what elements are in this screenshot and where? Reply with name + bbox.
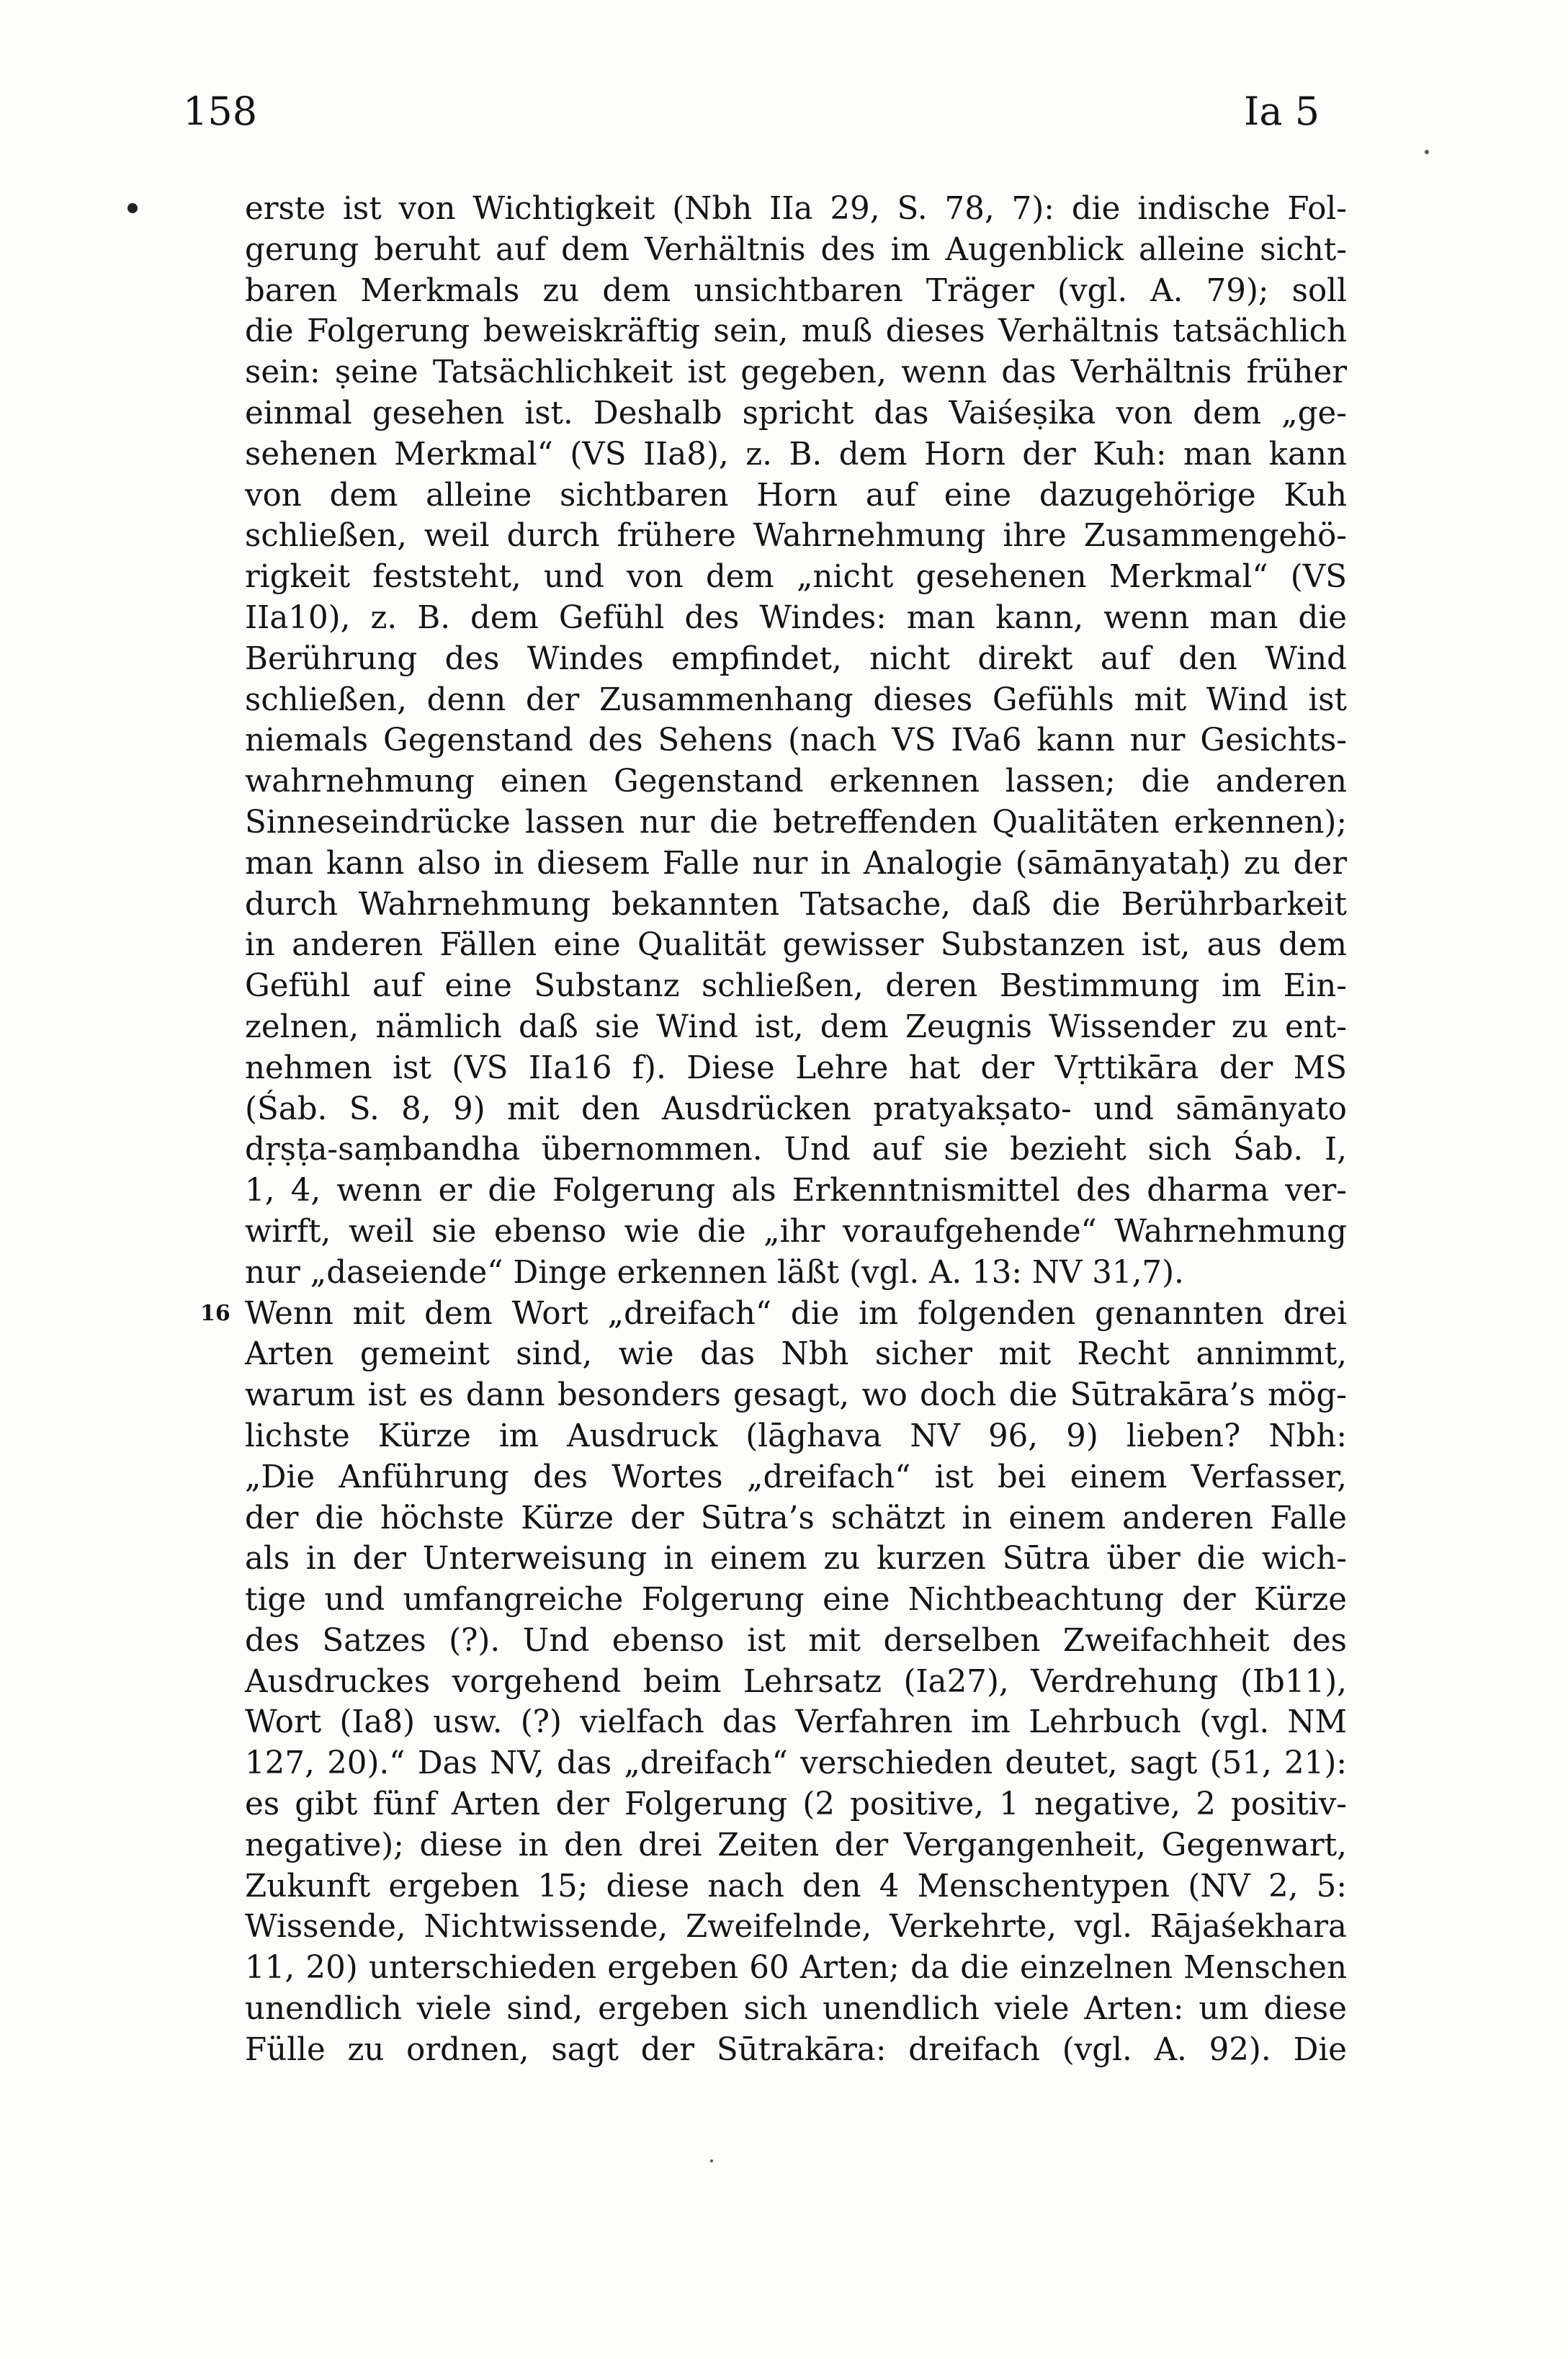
text-line: einmal gesehen ist. Deshalb spricht das Vaiśeṣika von dem „ge- (245, 395, 1347, 431)
text-line: Sinneseindrücke lassen nur die betreffenden Qualitäten erkennen); (245, 804, 1347, 841)
text-line: Ausdruckes vorgehend beim Lehrsatz (Ia27), Verdrehung (Ib11), (245, 1663, 1347, 1700)
text-line: dṛṣṭa-saṃbandha übernommen. Und auf sie bezieht sich Śab. I, (245, 1132, 1347, 1168)
text-line: 1, 4, wenn er die Folgerung als Erkenntnismittel des dharma ver- (245, 1173, 1347, 1209)
text-line: Fülle zu ordnen, sagt der Sūtrakāra: dreifach (vgl. A. 92). Die (245, 2031, 1347, 2068)
text-line: niemals Gegenstand des Sehens (nach VS IVa6 kann nur Gesichts- (245, 722, 1347, 759)
margin-line-number: 16 (200, 1300, 230, 1326)
text-line (245, 2071, 1347, 2112)
text-line: wirft, weil sie ebenso wie die „ihr voraufgehende“ Wahrnehmung (245, 1213, 1347, 1250)
scan-speck (1425, 150, 1429, 154)
text-line: 127, 20).“ Das NV, das „dreifach“ verschieden deutet, sagt (51, 21): (245, 1745, 1347, 1782)
text-line: erste ist von Wichtigkeit (Nbh IIa 29, S. 78, 7): die indische Fol- (245, 191, 1347, 227)
text-line: unendlich viele sind, ergeben sich unendlich viele Arten: um diese (245, 1991, 1347, 2028)
text-line: rigkeit feststeht, und von dem „nicht gesehenen Merkmal“ (VS (245, 559, 1347, 596)
text-line: Zukunft ergeben 15; diese nach den 4 Menschentypen (NV 2, 5: (245, 1868, 1347, 1904)
text-line: als in der Unterweisung in einem zu kurzen Sūtra über die wich- (245, 1541, 1347, 1577)
text-line: des Satzes (?). Und ebenso ist mit derselben Zweifachheit des (245, 1622, 1347, 1659)
text-line: negative); diese in den drei Zeiten der Vergangenheit, Gegenwart, (245, 1827, 1347, 1863)
text-line: zelnen, nämlich daß sie Wind ist, dem Zeugnis Wissender zu ent- (245, 1008, 1347, 1045)
text-line: baren Merkmals zu dem unsichtbaren Träger (vgl. A. 79); soll (245, 272, 1347, 309)
text-line: schließen, weil durch frühere Wahrnehmung ihre Zusammengehö- (245, 518, 1347, 555)
text-line: Gefühl auf eine Substanz schließen, deren Bestimmung im Ein- (245, 968, 1347, 1005)
page-number: 158 (183, 89, 258, 134)
margin-bullet (127, 203, 138, 213)
text-line-content: Wenn mit dem Wort „dreifach“ die im folgenden genannten drei (245, 1295, 1347, 1332)
text-line: es gibt fünf Arten der Folgerung (2 positive, 1 negative, 2 positiv- (245, 1786, 1347, 1823)
text-line: nehmen ist (VS IIa16 f). Diese Lehre hat der Vṛttikāra der MS (245, 1049, 1347, 1086)
text-line: durch Wahrnehmung bekannten Tatsache, daß die Berührbarkeit (245, 886, 1347, 923)
text-line: Wort (Ia8) usw. (?) vielfach das Verfahren im Lehrbuch (vgl. NM (245, 1704, 1347, 1741)
text-line: IIa10), z. B. dem Gefühl des Windes: man kann, wenn man die (245, 599, 1347, 636)
text-line: die Folgerung beweiskräftig sein, muß dieses Verhältnis tatsächlich (245, 313, 1347, 350)
text-line: nur „daseiende“ Dinge erkennen läßt (vgl. A. 13: NV 31,7). (245, 1254, 1184, 1291)
text-line: lichste Kürze im Ausdruck (lāghava NV 96, 9) lieben? Nbh: (245, 1418, 1347, 1454)
text-line: wahrnehmung einen Gegenstand erkennen lassen; die anderen (245, 764, 1347, 800)
text-line: schließen, denn der Zusammenhang dieses Gefühls mit Wind ist (245, 681, 1347, 718)
text-line: man kann also in diesem Falle nur in Analogie (sāmānyataḥ) zu der (245, 845, 1347, 882)
text-line: tige und umfangreiche Folgerung eine Nichtbeachtung der Kürze (245, 1582, 1347, 1619)
scan-speck (710, 2159, 713, 2162)
text-line: gerung beruht auf dem Verhältnis des im Augenblick alleine sicht- (245, 231, 1347, 268)
text-line: der die höchste Kürze der Sūtra’s schätzt in einem anderen Falle (245, 1500, 1347, 1536)
text-line: (Śab. S. 8, 9) mit den Ausdrücken pratyakṣato- und sāmānyato (245, 1091, 1347, 1127)
text-line: 11, 20) unterschieden ergeben 60 Arten; da die einzelnen Menschen (245, 1950, 1347, 1987)
text-line: von dem alleine sichtbaren Horn auf eine dazugehörige Kuh (245, 477, 1347, 514)
text-line: Berührung des Windes empfindet, nicht direkt auf den Wind (245, 640, 1347, 677)
section-reference: Ia 5 (1244, 89, 1320, 134)
text-line: „Die Anführung des Wortes „dreifach“ ist bei einem Verfasser, (245, 1459, 1347, 1495)
text-line-16 (200, 1294, 1347, 1335)
text-line: in anderen Fällen eine Qualität gewisser Substanzen ist, aus dem (245, 927, 1347, 964)
text-line: Arten gemeint sind, wie das Nbh sicher mit Recht annimmt, (245, 1336, 1347, 1373)
text-line: warum ist es dann besonders gesagt, wo doch die Sūtrakāra’s mög- (245, 1377, 1347, 1414)
text-line: Wissende, Nichtwissende, Zweifelnde, Verkehrte, vgl. Rājaśekhara (245, 1909, 1347, 1946)
body-text (200, 189, 1347, 2111)
text-line: sein: ṣeine Tatsächlichkeit ist gegeben, wenn das Verhältnis früher (245, 354, 1347, 391)
text-line: sehenen Merkmal“ (VS IIa8), z. B. dem Horn der Kuh: man kann (245, 436, 1347, 473)
